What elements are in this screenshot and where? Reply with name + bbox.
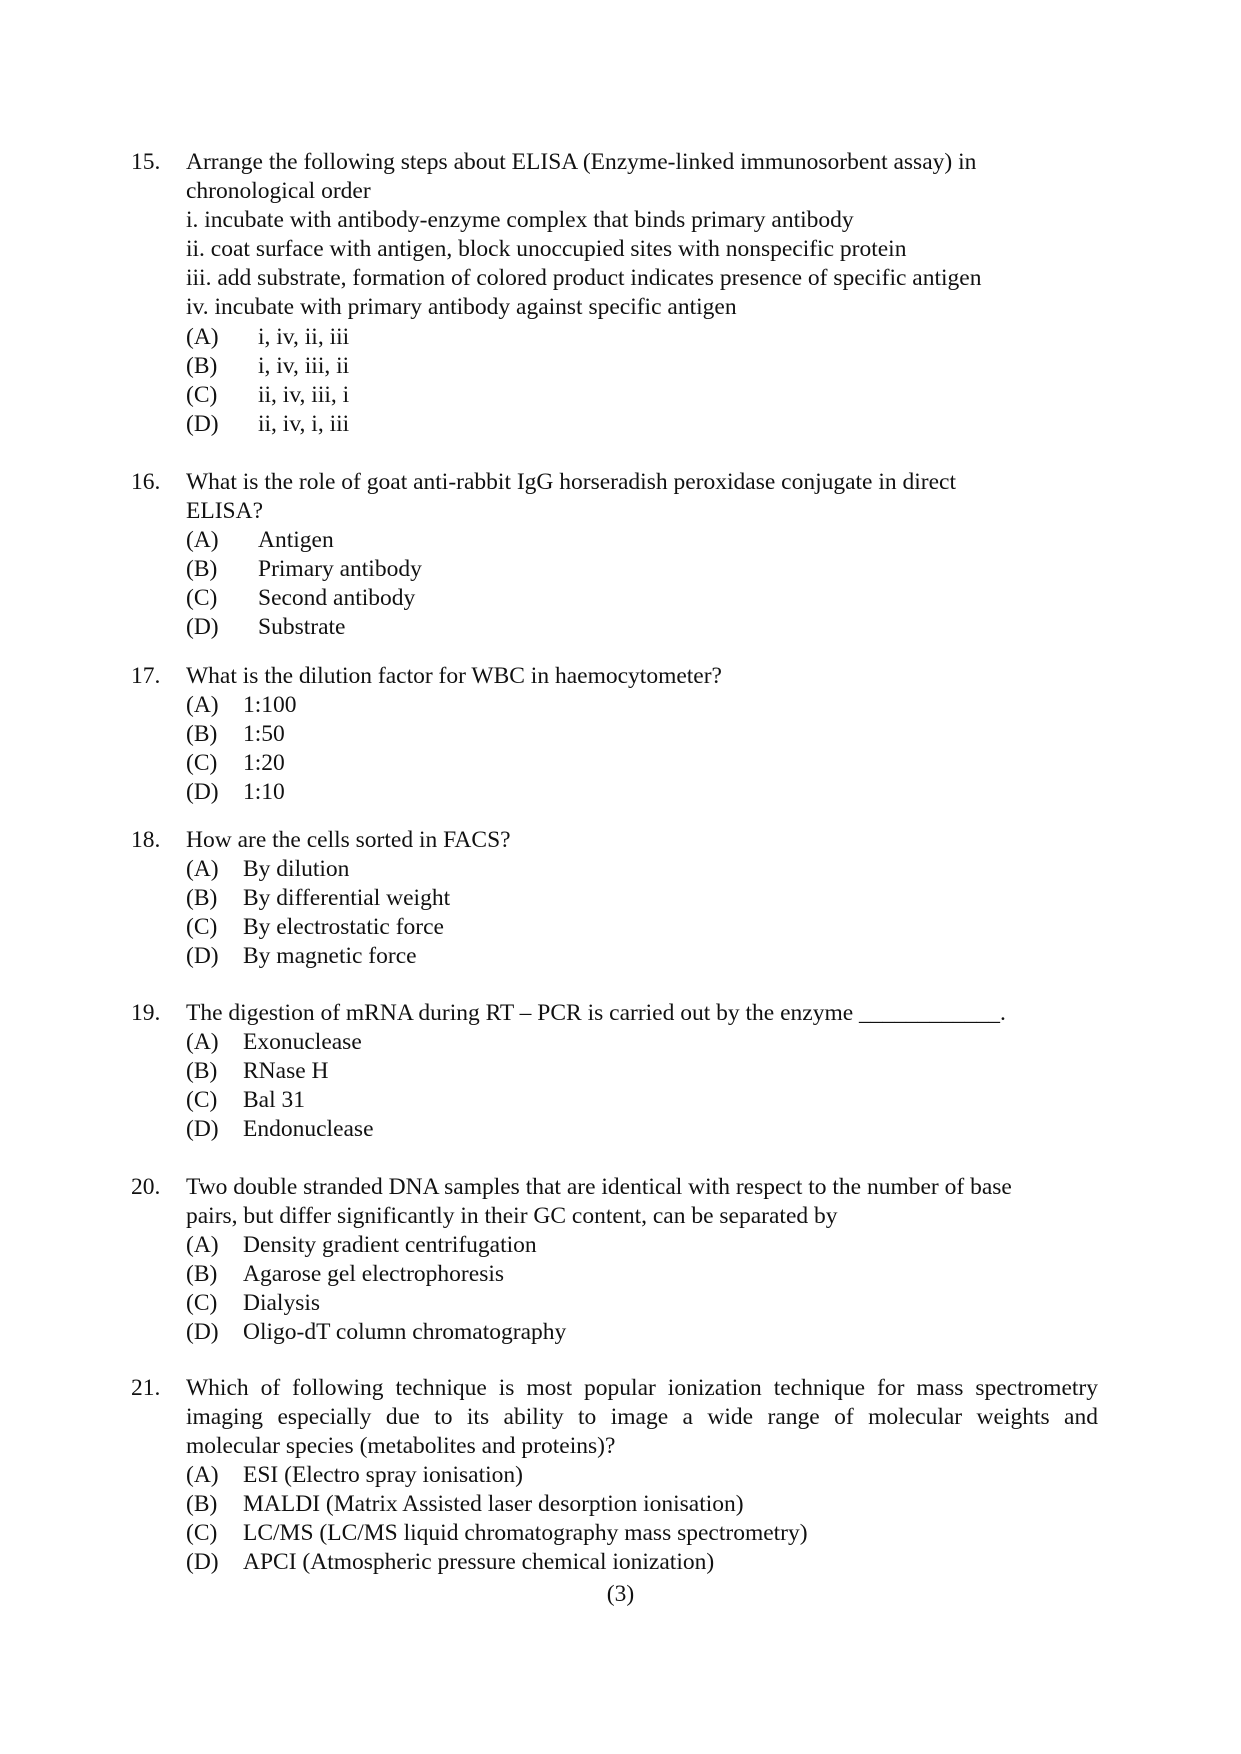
question-stem-line: What is the dilution factor for WBC in haemocytometer? (186, 663, 722, 689)
option-a-text: ESI (Electro spray ionisation) (243, 1462, 523, 1488)
option-d-letter: (D) (186, 1116, 219, 1142)
option-c-letter: (C) (186, 1520, 218, 1546)
question-number: 20. (131, 1174, 161, 1200)
option-c-text: Second antibody (258, 585, 416, 611)
option-b-letter: (B) (186, 556, 218, 582)
option-c-letter: (C) (186, 914, 218, 940)
option-c-letter: (C) (186, 750, 218, 776)
question-stem-line: molecular species (metabolites and proteins)? (186, 1433, 616, 1459)
option-d-text: Endonuclease (243, 1116, 374, 1142)
option-d-text: By magnetic force (243, 943, 417, 969)
question-stem-line: Arrange the following steps about ELISA (Enzyme-linked immunosorbent assay) in (186, 149, 977, 175)
question-stem-line: What is the role of goat anti-rabbit IgG horseradish peroxidase conjugate in direct (186, 469, 957, 495)
question-number: 16. (131, 469, 161, 495)
option-b-letter: (B) (186, 353, 218, 379)
option-c-letter: (C) (186, 585, 218, 611)
option-d-text: Substrate (258, 614, 346, 640)
option-d-letter: (D) (186, 943, 219, 969)
question-number: 19. (131, 1000, 161, 1026)
option-a-letter: (A) (186, 692, 219, 718)
option-b-text: By differential weight (243, 885, 451, 911)
option-b-text: i, iv, iii, ii (258, 353, 350, 379)
question-stem-line: Which of following technique is most popular ionization technique for mass spectrometry (186, 1375, 1098, 1401)
option-d-letter: (D) (186, 1319, 219, 1345)
option-c-text: Dialysis (243, 1290, 321, 1316)
option-a-letter: (A) (186, 527, 219, 553)
option-d-text: ii, iv, i, iii (258, 411, 350, 437)
option-a-letter: (A) (186, 1029, 219, 1055)
question-stem-line: Two double stranded DNA samples that are identical with respect to the number of base (186, 1174, 1012, 1200)
option-b-letter: (B) (186, 721, 218, 747)
option-a-text: By dilution (243, 856, 350, 882)
option-a-text: 1:100 (243, 692, 297, 718)
option-a-text: i, iv, ii, iii (258, 324, 350, 350)
option-b-letter: (B) (186, 1058, 218, 1084)
option-b-text: Agarose gel electrophoresis (243, 1261, 505, 1287)
option-c-text: Bal 31 (243, 1087, 306, 1113)
option-d-text: Oligo-dT column chromatography (243, 1319, 567, 1345)
question-stem-line: pairs, but differ significantly in their GC content, can be separated by (186, 1203, 838, 1229)
option-c-text: By electrostatic force (243, 914, 444, 940)
question-stem-line: ELISA? (186, 498, 264, 524)
option-d-letter: (D) (186, 779, 219, 805)
option-b-text: 1:50 (243, 721, 285, 747)
option-d-letter: (D) (186, 1549, 219, 1575)
option-a-letter: (A) (186, 1232, 219, 1258)
option-c-text: ii, iv, iii, i (258, 382, 350, 408)
option-a-text: Antigen (258, 527, 334, 553)
option-a-letter: (A) (186, 856, 219, 882)
option-b-text: Primary antibody (258, 556, 422, 582)
statement-ii: ii. coat surface with antigen, block unoccupied sites with nonspecific protein (186, 236, 907, 262)
option-b-text: MALDI (Matrix Assisted laser desorption ionisation) (243, 1491, 744, 1517)
question-number: 21. (131, 1375, 161, 1401)
question-stem-line: chronological order (186, 178, 371, 204)
question-number: 17. (131, 663, 161, 689)
option-d-letter: (D) (186, 614, 219, 640)
option-d-letter: (D) (186, 411, 219, 437)
statement-i: i. incubate with antibody-enzyme complex that binds primary antibody (186, 207, 854, 233)
option-c-letter: (C) (186, 1087, 218, 1113)
option-b-text: RNase H (243, 1058, 329, 1084)
option-b-letter: (B) (186, 885, 218, 911)
option-a-text: Exonuclease (243, 1029, 362, 1055)
question-stem-line: The digestion of mRNA during RT – PCR is carried out by the enzyme ____________. (186, 1000, 1006, 1026)
option-c-text: LC/MS (LC/MS liquid chromatography mass spectrometry) (243, 1520, 808, 1546)
statement-iv: iv. incubate with primary antibody against specific antigen (186, 294, 737, 320)
option-c-letter: (C) (186, 1290, 218, 1316)
option-d-text: 1:10 (243, 779, 285, 805)
option-a-text: Density gradient centrifugation (243, 1232, 537, 1258)
option-a-letter: (A) (186, 1462, 219, 1488)
option-d-text: APCI (Atmospheric pressure chemical ionization) (243, 1549, 715, 1575)
option-c-text: 1:20 (243, 750, 285, 776)
option-c-letter: (C) (186, 382, 218, 408)
option-a-letter: (A) (186, 324, 219, 350)
option-b-letter: (B) (186, 1261, 218, 1287)
page-number: (3) (606, 1581, 635, 1607)
question-stem-line: imaging especially due to its ability to image a wide range of molecular weights and (186, 1404, 1098, 1430)
statement-iii: iii. add substrate, formation of colored product indicates presence of specific antigen (186, 265, 982, 291)
question-stem-line: How are the cells sorted in FACS? (186, 827, 511, 853)
question-number: 18. (131, 827, 161, 853)
question-number: 15. (131, 149, 161, 175)
option-b-letter: (B) (186, 1491, 218, 1517)
